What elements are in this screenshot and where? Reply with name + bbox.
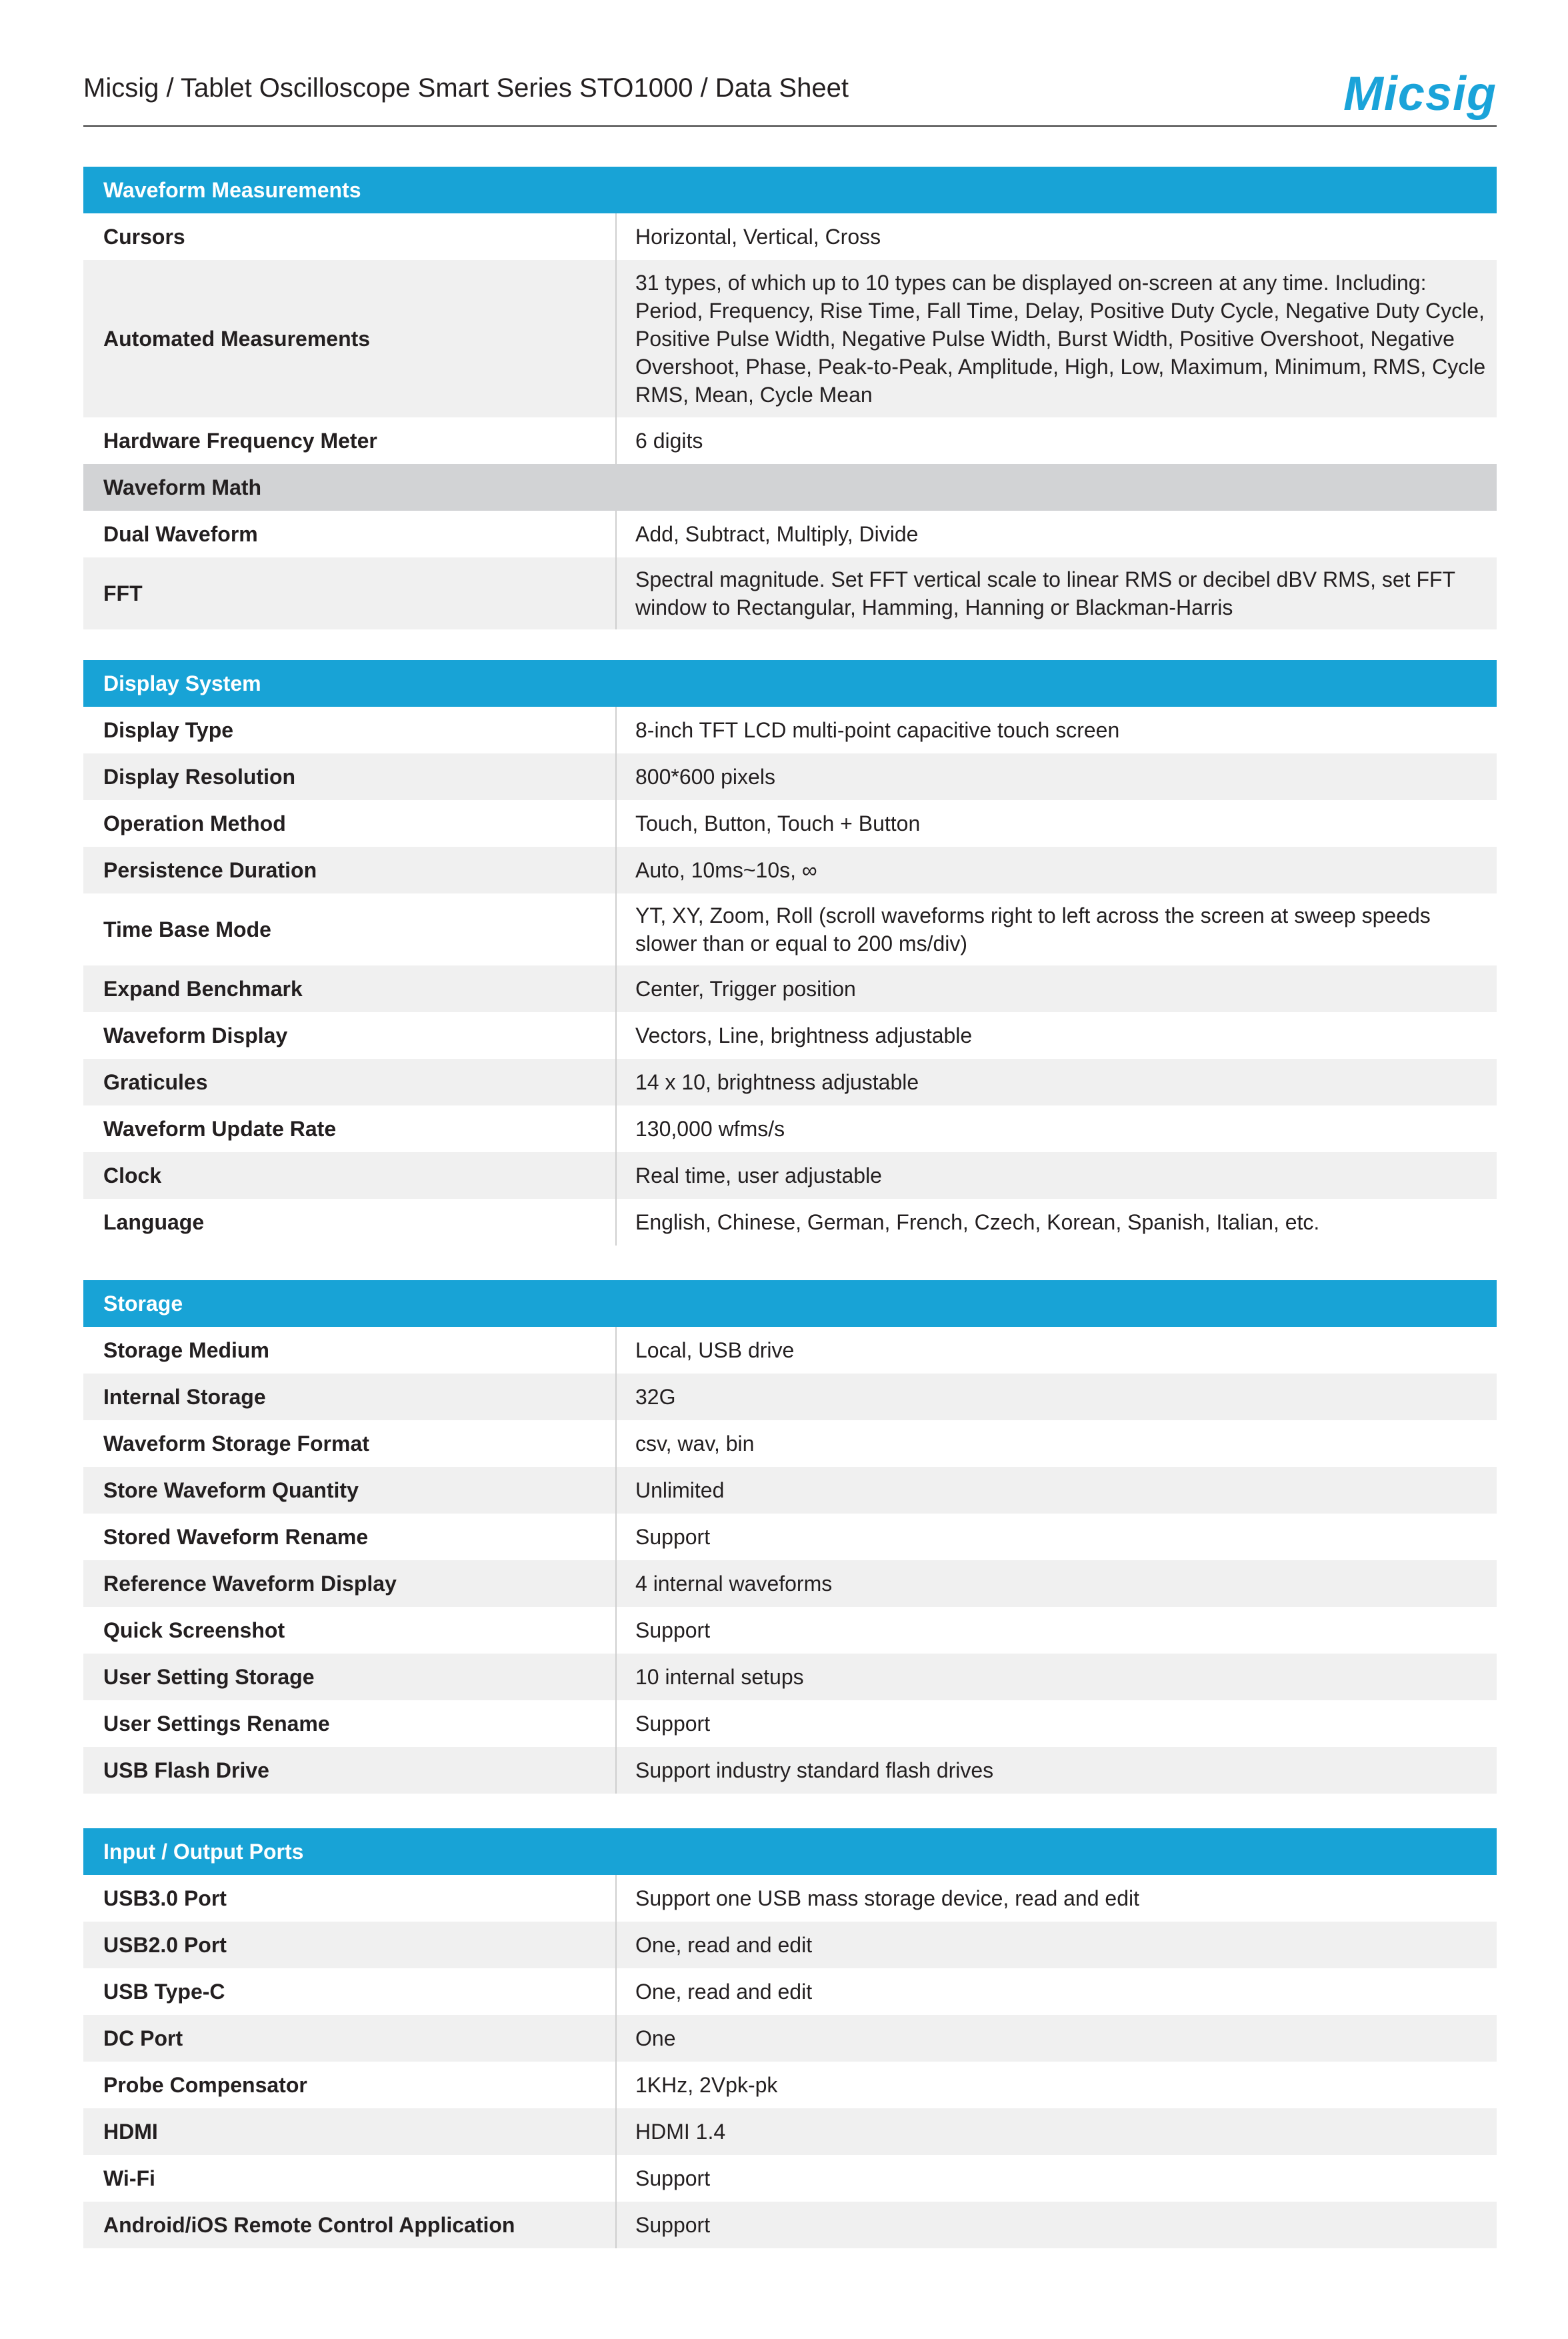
spec-value: Center, Trigger position bbox=[635, 977, 856, 1001]
table-row bbox=[83, 417, 1497, 464]
spec-label: Store Waveform Quantity bbox=[83, 1467, 617, 1514]
spec-label: USB Type-C bbox=[83, 1968, 617, 2015]
spec-value: Support bbox=[635, 1525, 711, 1549]
spec-label: Waveform Storage Format bbox=[83, 1420, 617, 1467]
spec-label: Internal Storage bbox=[83, 1374, 617, 1420]
table-row bbox=[83, 847, 1497, 893]
spec-label: Reference Waveform Display bbox=[83, 1560, 617, 1607]
table-row bbox=[83, 1152, 1497, 1199]
table-row bbox=[83, 1012, 1497, 1059]
spec-value: 130,000 wfms/s bbox=[635, 1117, 785, 1141]
section-header: Display System bbox=[83, 660, 1497, 707]
section-display-system bbox=[83, 660, 1497, 1246]
table-row bbox=[83, 753, 1497, 800]
table-row bbox=[83, 1059, 1497, 1105]
table-row bbox=[83, 260, 1497, 417]
spec-value: 6 digits bbox=[635, 429, 703, 453]
spec-label: Automated Measurements bbox=[83, 260, 617, 417]
spec-value: Support one USB mass storage device, read and edit bbox=[635, 1886, 1139, 1910]
table-row bbox=[83, 1199, 1497, 1246]
spec-label: USB Flash Drive bbox=[83, 1747, 617, 1794]
spec-value: Horizontal, Vertical, Cross bbox=[635, 225, 881, 249]
table-row bbox=[83, 893, 1497, 965]
spec-value: One bbox=[635, 2026, 676, 2050]
spec-value: Unlimited bbox=[635, 1478, 725, 1502]
spec-label: Hardware Frequency Meter bbox=[83, 417, 617, 464]
section-header: Input / Output Ports bbox=[83, 1828, 1497, 1875]
spec-label: Operation Method bbox=[83, 800, 617, 847]
table-row bbox=[83, 1968, 1497, 2015]
spec-value: Touch, Button, Touch + Button bbox=[635, 811, 921, 835]
spec-value: Support bbox=[635, 1618, 711, 1642]
spec-label: Time Base Mode bbox=[83, 893, 617, 965]
table-row bbox=[83, 1105, 1497, 1152]
table-row bbox=[83, 1514, 1497, 1560]
spec-value: 8-inch TFT LCD multi-point capacitive touch screen bbox=[635, 718, 1120, 742]
table-row bbox=[83, 1654, 1497, 1700]
spec-label: Clock bbox=[83, 1152, 617, 1199]
table-row bbox=[83, 1700, 1497, 1747]
spec-label: Quick Screenshot bbox=[83, 1607, 617, 1654]
spec-value: Vectors, Line, brightness adjustable bbox=[635, 1023, 973, 1047]
spec-label: DC Port bbox=[83, 2015, 617, 2062]
spec-value: 800*600 pixels bbox=[635, 765, 775, 789]
spec-label: Cursors bbox=[83, 213, 617, 260]
spec-value: 4 internal waveforms bbox=[635, 1572, 833, 1596]
micsig-logo: Micsig bbox=[1343, 67, 1497, 121]
table-row bbox=[83, 2202, 1497, 2248]
spec-label: USB3.0 Port bbox=[83, 1875, 617, 1922]
spec-label: Wi-Fi bbox=[83, 2155, 617, 2202]
spec-label: Waveform Display bbox=[83, 1012, 617, 1059]
table-row bbox=[83, 1922, 1497, 1968]
spec-label: FFT bbox=[83, 557, 617, 629]
spec-label: Persistence Duration bbox=[83, 847, 617, 893]
table-row bbox=[83, 2062, 1497, 2108]
subsection-header: Waveform Math bbox=[83, 464, 1497, 511]
spec-value: HDMI 1.4 bbox=[635, 2120, 726, 2144]
table-row bbox=[83, 965, 1497, 1012]
table-row bbox=[83, 213, 1497, 260]
spec-value: Support bbox=[635, 1712, 711, 1736]
spec-label: User Setting Storage bbox=[83, 1654, 617, 1700]
spec-label: Language bbox=[83, 1199, 617, 1246]
spec-value: One, read and edit bbox=[635, 1933, 813, 1957]
spec-value: Spectral magnitude. Set FFT vertical scale to linear RMS or decibel dBV RMS, set FFT window to Rectangular, Hamming, Hanning or Blackman-Harris bbox=[635, 567, 1455, 619]
spec-label: User Settings Rename bbox=[83, 1700, 617, 1747]
spec-label: Graticules bbox=[83, 1059, 617, 1105]
spec-label: Probe Compensator bbox=[83, 2062, 617, 2108]
table-row bbox=[83, 1747, 1497, 1794]
spec-label: Android/iOS Remote Control Application bbox=[83, 2202, 617, 2248]
spec-label: Display Resolution bbox=[83, 753, 617, 800]
table-row bbox=[83, 1420, 1497, 1467]
table-row bbox=[83, 1875, 1497, 1922]
spec-label: Stored Waveform Rename bbox=[83, 1514, 617, 1560]
spec-value: English, Chinese, German, French, Czech, Korean, Spanish, Italian, etc. bbox=[635, 1210, 1320, 1234]
section-header: Waveform Measurements bbox=[83, 167, 1497, 213]
spec-label: Expand Benchmark bbox=[83, 965, 617, 1012]
table-row bbox=[83, 2015, 1497, 2062]
spec-label: HDMI bbox=[83, 2108, 617, 2155]
spec-value: 10 internal setups bbox=[635, 1665, 804, 1689]
spec-value: Local, USB drive bbox=[635, 1338, 795, 1362]
section-waveform-measurements bbox=[83, 167, 1497, 629]
spec-value: 32G bbox=[635, 1385, 676, 1409]
section-io-ports bbox=[83, 1828, 1497, 2248]
spec-value: Add, Subtract, Multiply, Divide bbox=[635, 522, 919, 546]
page-header bbox=[83, 67, 1497, 127]
table-row bbox=[83, 511, 1497, 557]
spec-value: Real time, user adjustable bbox=[635, 1163, 882, 1188]
spec-value: YT, XY, Zoom, Roll (scroll waveforms right to left across the screen at sweep speeds slower than or equal to 200 ms/div) bbox=[635, 903, 1431, 955]
table-row bbox=[83, 557, 1497, 629]
table-row bbox=[83, 1467, 1497, 1514]
spec-label: Waveform Update Rate bbox=[83, 1105, 617, 1152]
spec-value: Support bbox=[635, 2166, 711, 2190]
spec-value: 1KHz, 2Vpk-pk bbox=[635, 2073, 778, 2097]
spec-value: One, read and edit bbox=[635, 1980, 813, 2004]
spec-value: Support industry standard flash drives bbox=[635, 1758, 994, 1782]
table-row bbox=[83, 1607, 1497, 1654]
document-title: Micsig / Tablet Oscilloscope Smart Series STO1000 / Data Sheet bbox=[83, 73, 849, 103]
table-row bbox=[83, 1327, 1497, 1374]
spec-value: 31 types, of which up to 10 types can be displayed on-screen at any time. Including: Period, Frequency, Rise Time, Fall Time, Delay, Positive Duty Cycle, Negative Duty Cycle, Positive Pulse Width, Negative Pulse Width, Burst Width, Positive Overshoot, Negative Overshoot, Phase, Peak-to-Peak, Amplitude, High, Low, Maximum, Minimum, RMS, Cycle RMS, Mean, Cycle Mean bbox=[635, 271, 1486, 407]
table-row bbox=[83, 1374, 1497, 1420]
table-row bbox=[83, 1560, 1497, 1607]
spec-label: Display Type bbox=[83, 707, 617, 753]
section-header: Storage bbox=[83, 1280, 1497, 1327]
table-row bbox=[83, 2155, 1497, 2202]
spec-label: Storage Medium bbox=[83, 1327, 617, 1374]
spec-value: csv, wav, bin bbox=[635, 1432, 755, 1456]
table-row bbox=[83, 800, 1497, 847]
spec-label: Dual Waveform bbox=[83, 511, 617, 557]
section-storage bbox=[83, 1280, 1497, 1794]
spec-label: USB2.0 Port bbox=[83, 1922, 617, 1968]
spec-value: Auto, 10ms~10s, ∞ bbox=[635, 858, 817, 882]
spec-value: 14 x 10, brightness adjustable bbox=[635, 1070, 919, 1094]
table-row bbox=[83, 707, 1497, 753]
spec-value: Support bbox=[635, 2213, 711, 2237]
table-row bbox=[83, 2108, 1497, 2155]
